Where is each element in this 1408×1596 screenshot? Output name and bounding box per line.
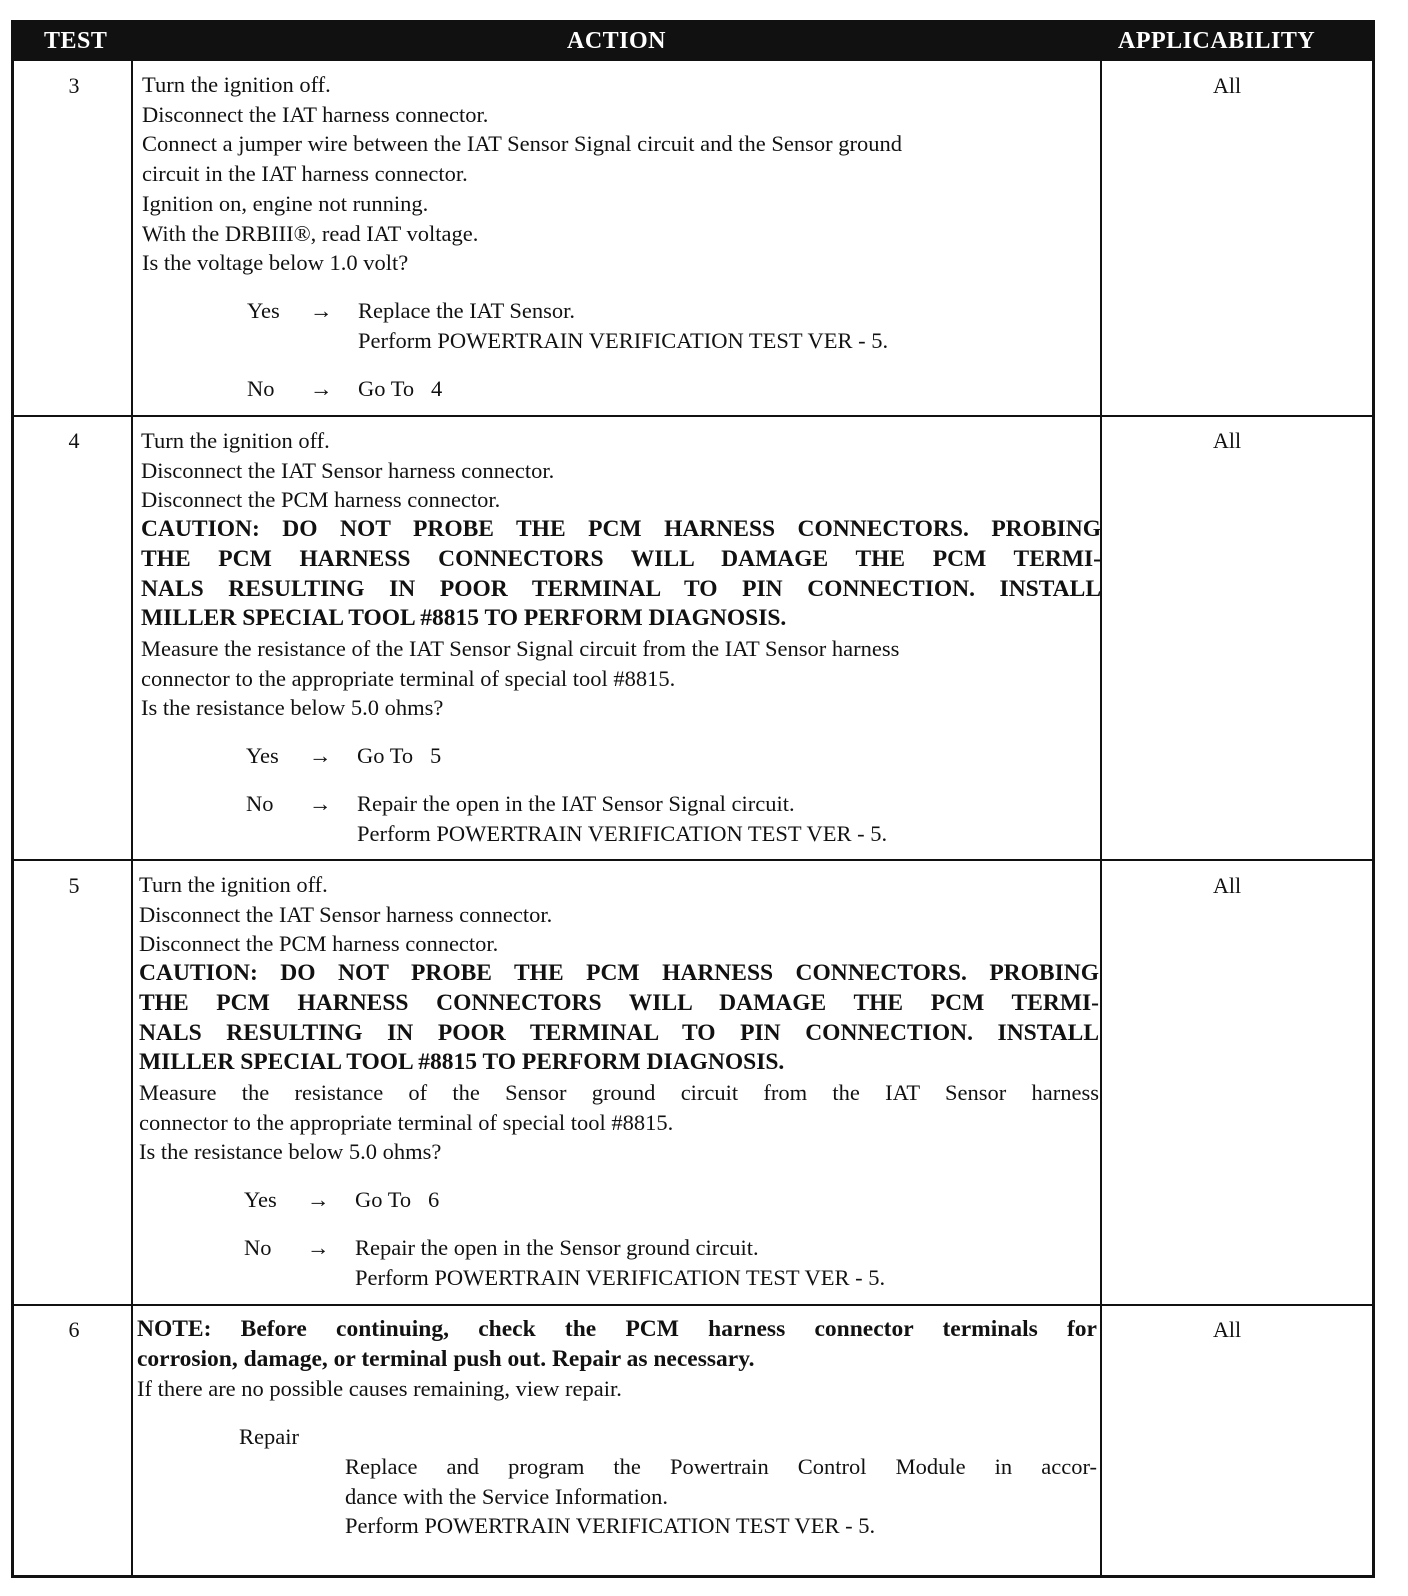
action-line: Disconnect the IAT harness connector. bbox=[142, 101, 489, 127]
action-cell bbox=[141, 426, 1101, 849]
result-line: Perform POWERTRAIN VERIFICATION TEST VER - 5. bbox=[355, 1265, 886, 1291]
yes-label: Yes bbox=[244, 1187, 277, 1213]
note-line: NOTE: Before continuing, check the PCM harness connector terminals for bbox=[137, 1316, 1097, 1342]
action-cell bbox=[142, 70, 1102, 404]
row-divider bbox=[14, 415, 1372, 417]
action-cell bbox=[139, 870, 1099, 1293]
no-branch bbox=[142, 374, 1102, 404]
applicability-value: All bbox=[1212, 1317, 1242, 1342]
no-label: No bbox=[247, 375, 275, 401]
action-line: Measure the resistance of the Sensor ground circuit from the IAT Sensor harness bbox=[139, 1079, 1099, 1105]
yes-branch bbox=[142, 296, 1102, 326]
action-line: Disconnect the PCM harness connector. bbox=[139, 931, 499, 957]
action-line: If there are no possible causes remaining, view repair. bbox=[137, 1376, 622, 1402]
diagnostic-table bbox=[11, 20, 1375, 1578]
applicability-value: All bbox=[1212, 428, 1242, 453]
caution-line: THE PCM HARNESS CONNECTORS WILL DAMAGE THE PCM TERMI- bbox=[141, 545, 1101, 572]
no-label: No bbox=[244, 1235, 272, 1261]
column-divider bbox=[131, 61, 133, 1575]
caution-line: MILLER SPECIAL TOOL #8815 TO PERFORM DIAGNOSIS. bbox=[139, 1049, 785, 1076]
action-line: Disconnect the PCM harness connector. bbox=[141, 487, 501, 513]
result-line: Go To 5 bbox=[357, 743, 442, 769]
applicability-value: All bbox=[1212, 873, 1242, 898]
arrow-right-icon: → bbox=[310, 375, 333, 401]
caution-line: NALS RESULTING IN POOR TERMINAL TO PIN CONNECTION. INSTALL bbox=[141, 575, 1101, 602]
result-line: Go To 4 bbox=[358, 375, 443, 401]
test-number: 5 bbox=[68, 873, 80, 898]
arrow-right-icon: → bbox=[309, 791, 332, 817]
row-divider bbox=[14, 1304, 1372, 1306]
repair-line: Perform POWERTRAIN VERIFICATION TEST VER - 5. bbox=[345, 1513, 876, 1539]
result-line: Repair the open in the Sensor ground circuit. bbox=[355, 1235, 759, 1261]
result-line: Perform POWERTRAIN VERIFICATION TEST VER - 5. bbox=[358, 327, 889, 353]
action-line: Turn the ignition off. bbox=[141, 428, 330, 453]
yes-label: Yes bbox=[246, 743, 279, 769]
action-line: Is the resistance below 5.0 ohms? bbox=[141, 695, 444, 721]
table-header bbox=[14, 23, 1372, 61]
action-line: Is the voltage below 1.0 volt? bbox=[142, 250, 409, 276]
action-line: Disconnect the IAT Sensor harness connector. bbox=[139, 901, 553, 927]
result-line: Repair the open in the IAT Sensor Signal circuit. bbox=[357, 791, 795, 817]
note-line: corrosion, damage, or terminal push out. Repair as necessary. bbox=[137, 1345, 755, 1372]
yes-label: Yes bbox=[247, 297, 280, 323]
action-line: Turn the ignition off. bbox=[139, 872, 328, 897]
action-cell bbox=[137, 1315, 1097, 1541]
repair-line: dance with the Service Information. bbox=[345, 1483, 669, 1509]
action-line: Is the resistance below 5.0 ohms? bbox=[139, 1139, 442, 1165]
header-applicability: APPLICABILITY bbox=[1118, 28, 1316, 54]
arrow-right-icon: → bbox=[307, 1235, 330, 1261]
action-line: Ignition on, engine not running. bbox=[142, 190, 429, 216]
yes-branch bbox=[139, 1185, 1099, 1215]
no-branch bbox=[141, 789, 1101, 819]
result-line: Perform POWERTRAIN VERIFICATION TEST VER - 5. bbox=[357, 821, 888, 847]
repair-label: Repair bbox=[239, 1424, 299, 1450]
caution-line: THE PCM HARNESS CONNECTORS WILL DAMAGE THE PCM TERMI- bbox=[139, 989, 1099, 1016]
result-line: Replace the IAT Sensor. bbox=[358, 297, 576, 323]
test-number: 4 bbox=[68, 428, 80, 453]
action-line: connector to the appropriate terminal of special tool #8815. bbox=[139, 1109, 674, 1135]
action-line: Connect a jumper wire between the IAT Sensor Signal circuit and the Sensor ground bbox=[142, 131, 903, 157]
caution-line: CAUTION: DO NOT PROBE THE PCM HARNESS CONNECTORS. PROBING bbox=[139, 960, 1099, 987]
test-number: 3 bbox=[68, 73, 80, 98]
action-line: connector to the appropriate terminal of special tool #8815. bbox=[141, 665, 676, 691]
yes-branch bbox=[141, 741, 1101, 771]
caution-line: NALS RESULTING IN POOR TERMINAL TO PIN CONNECTION. INSTALL bbox=[139, 1019, 1099, 1046]
header-action: ACTION bbox=[567, 28, 667, 54]
row-divider bbox=[14, 859, 1372, 861]
test-number: 6 bbox=[68, 1317, 80, 1342]
applicability-value: All bbox=[1212, 73, 1242, 98]
repair-line: Replace and program the Powertrain Control Module in accor- bbox=[345, 1453, 1097, 1479]
no-label: No bbox=[246, 791, 274, 817]
arrow-right-icon: → bbox=[307, 1187, 330, 1213]
action-line: Turn the ignition off. bbox=[142, 72, 331, 97]
action-line: Disconnect the IAT Sensor harness connector. bbox=[141, 457, 555, 483]
action-line: Measure the resistance of the IAT Sensor Signal circuit from the IAT Sensor harness bbox=[141, 635, 900, 661]
caution-line: MILLER SPECIAL TOOL #8815 TO PERFORM DIAGNOSIS. bbox=[141, 605, 787, 632]
no-branch bbox=[139, 1233, 1099, 1263]
result-line: Go To 6 bbox=[355, 1187, 440, 1213]
header-test: TEST bbox=[44, 28, 108, 54]
caution-line: CAUTION: DO NOT PROBE THE PCM HARNESS CONNECTORS. PROBING bbox=[141, 516, 1101, 543]
arrow-right-icon: → bbox=[310, 297, 333, 323]
arrow-right-icon: → bbox=[309, 743, 332, 769]
action-line: circuit in the IAT harness connector. bbox=[142, 161, 468, 187]
action-line: With the DRBIII®, read IAT voltage. bbox=[142, 220, 479, 246]
